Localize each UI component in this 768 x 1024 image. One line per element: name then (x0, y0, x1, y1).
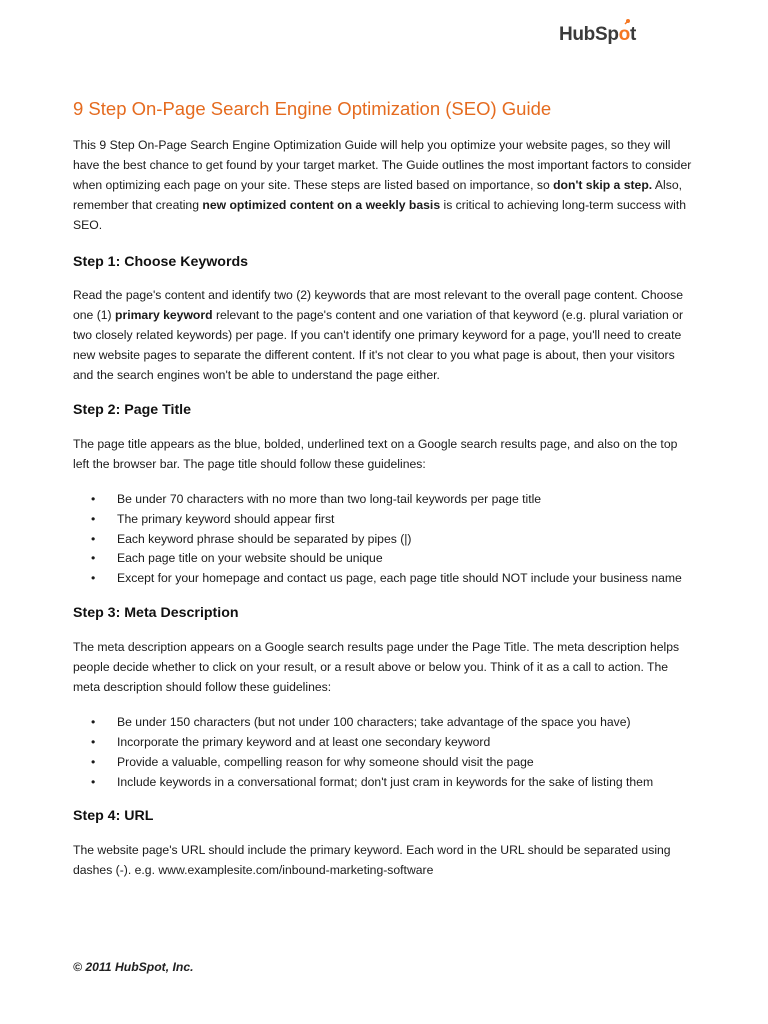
list-item: • Be under 150 characters (but not under 100 characters; take advantage of the space you have) (73, 713, 695, 733)
step3-heading: Step 3: Meta Description (73, 605, 239, 622)
list-item: • Include keywords in a conversational format; don't just cram in keywords for the sake of listing them (73, 773, 695, 793)
step2-heading: Step 2: Page Title (73, 401, 192, 418)
list-item: • Be under 70 characters with no more than two long-tail keywords per page title (73, 490, 695, 510)
list-item: • Provide a valuable, compelling reason for why someone should visit the page (73, 753, 695, 773)
list-item: • Each keyword phrase should be separated by pipes (|) (73, 530, 695, 550)
step2-bullet-list (73, 490, 695, 590)
step3-bullet-list (73, 713, 695, 793)
list-item: • Each page title on your website should be unique (73, 549, 695, 569)
logo-text-suffix: t (629, 24, 636, 45)
document-body (73, 136, 695, 881)
step3-paragraph: The meta description appears on a Google search results page under the Page Title. The meta description helps people decide whether to click on your result, or a result above or below you. Think of it as a call to action. The meta description should follow these guidelines: (73, 640, 680, 694)
list-item: • Except for your homepage and contact us page, each page title should NOT include your business name (73, 569, 695, 589)
list-item: • Incorporate the primary keyword and at least one secondary keyword (73, 733, 695, 753)
step1-heading: Step 1: Choose Keywords (73, 253, 249, 270)
logo-text-prefix: HubSp (558, 24, 619, 45)
step1-paragraph: Read the page's content and identify two (2) keywords that are most relevant to the overall page content. Choose one (1) primary keyword relevant to the page's content and one variation of that keyword (e.g. plural variation or two closely related keywords) per page. If you can't identify one primary keyword for a page, you'll need to create new website pages to separate the different content. If it's not clear to you what page is about, then your visitors and the search engines won't be able to understand the page either. (73, 288, 684, 383)
list-item: • The primary keyword should appear first (73, 510, 695, 530)
step4-heading: Step 4: URL (73, 808, 154, 825)
intro-paragraph: This 9 Step On-Page Search Engine Optimization Guide will help you optimize your website pages, so they will have the best chance to get found by your target market. The Guide outlines the most important factors to consider when optimizing each page on your site. These steps are listed based on importance, so don't skip a step. Also, remember that creating new optimized content on a weekly basis is critical to achieving long-term success with SEO. (73, 138, 692, 232)
step2-paragraph: The page title appears as the blue, bolded, underlined text on a Google search results page, and also on the top left the browser bar. The page title should follow these guidelines: (73, 436, 678, 471)
logo-sprocket-o: o (619, 24, 630, 46)
copyright-footer: © 2011 HubSpot, Inc. (73, 960, 194, 974)
sprocket-icon (617, 18, 631, 28)
hubspot-logo (559, 24, 636, 46)
step4-paragraph: The website page's URL should include the primary keyword. Each word in the URL should be separated using dashes (-). e.g. www.examplesite.com/inbound-marketing-software (73, 843, 671, 878)
document-title: 9 Step On-Page Search Engine Optimization (SEO) Guide (73, 98, 552, 119)
